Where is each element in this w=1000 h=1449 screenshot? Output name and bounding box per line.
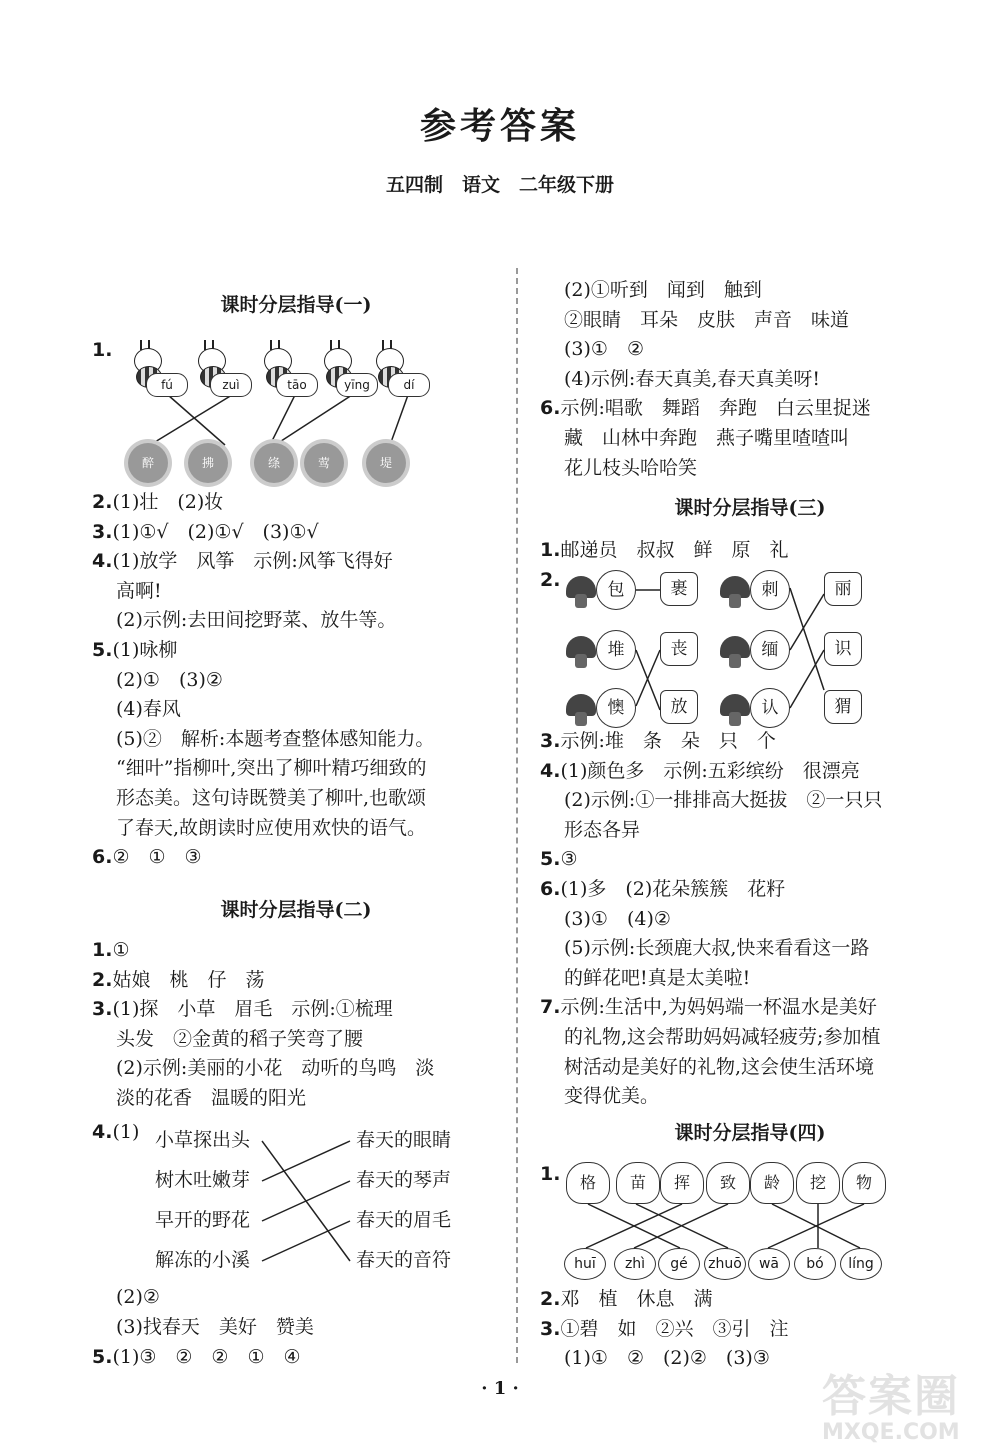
page-title: 参考答案 (419, 105, 580, 147)
mushroom-char: 认 (750, 688, 790, 728)
page-subtitle: 五四制 语文 二年级下册 (385, 174, 614, 196)
sec3-text: ③ (560, 848, 578, 871)
sec4-line (564, 1344, 770, 1373)
sec2tail-text: (1)③ ② ② ① ④ (112, 1346, 301, 1368)
tree-char: 挖 (796, 1162, 840, 1204)
sec4-text: ①碧 如 ②兴 ③引 注 (560, 1317, 789, 1340)
flower-char: 堤 (366, 443, 406, 483)
sec1-text: (1)①√ (2)①√ (3)①√ (112, 520, 319, 543)
section-heading-3: 课时分层指导(三) (674, 497, 826, 519)
sec4-number: 2. (540, 1288, 561, 1310)
sec1-text: 形态美。这句诗既赞美了柳叶,也歌颂 (116, 787, 427, 809)
sec4-line (540, 1285, 712, 1314)
tree-char: 挥 (660, 1162, 704, 1204)
watermark-text: 答案圈 (822, 1371, 960, 1422)
sec3-text: 的礼物,这会帮助妈妈减轻疲劳;参加植 (564, 1026, 881, 1048)
sec3-text: 示例:生活中,为妈妈端一杯温水是美好 (560, 996, 877, 1019)
sec1-text: 高啊! (116, 579, 162, 602)
sec3-text: (5)示例:长颈鹿大叔,快来看看这一路 (564, 937, 870, 960)
pinyin-label: yīng (336, 373, 378, 397)
flower-char: 绦 (254, 443, 294, 483)
sec2-text: (2)示例:美丽的小花 动听的鸟鸣 淡 (116, 1057, 435, 1080)
tree-char: 物 (842, 1162, 886, 1204)
sec1-number: 2. (92, 491, 113, 513)
section-heading-1: 课时分层指导(一) (220, 294, 372, 316)
sec3-text: 树活动是美好的礼物,这会使生活环境 (564, 1055, 875, 1078)
sec4-number: 3. (540, 1317, 561, 1340)
sec3-text: 变得优美。 (564, 1085, 660, 1108)
basket-char: 识 (824, 632, 862, 666)
sec3-number: 5. (540, 848, 561, 871)
apple-pinyin: bó (794, 1248, 836, 1280)
sec1-text: (4)春风 (116, 698, 181, 721)
sec1-text: (1)壮 (2)妆 (112, 491, 224, 513)
sec2-text: (1)探 小草 眉毛 示例:①梳理 (112, 998, 393, 1021)
tree-char: 苗 (616, 1162, 660, 1204)
sec2tail-text: (3)找春天 美好 赞美 (116, 1316, 314, 1338)
sec1-number: 5. (92, 639, 113, 661)
section-heading-2: 课时分层指导(二) (220, 899, 372, 921)
rtop-text: (4)示例:春天真美,春天真美呀! (564, 367, 820, 390)
sec4-q1-number: 1. (540, 1163, 561, 1185)
sec2-text: 淡的花香 温暖的阳光 (116, 1087, 307, 1109)
pinyin-label: zuì (210, 373, 252, 397)
sec3-number: 6. (540, 878, 561, 900)
pinyin-label: dí (388, 373, 430, 397)
sec3-number: 4. (540, 759, 561, 782)
flower-char: 拂 (188, 443, 228, 483)
page-number: · 1 · (481, 1378, 519, 1399)
sec1-text: (1)放学 风筝 示例:风筝飞得好 (112, 550, 393, 573)
phrase-right: 春天的眉毛 (356, 1209, 452, 1231)
sec1-text: “细叶”指柳叶,突出了柳叶精巧细致的 (116, 757, 427, 780)
phrase-right: 春天的眼睛 (356, 1129, 452, 1151)
watermark-url: MXQE.COM (822, 1420, 960, 1445)
sec2-text: ① (112, 939, 130, 961)
mushroom-char: 刺 (750, 570, 790, 610)
sec2tail-number: 5. (92, 1346, 113, 1368)
apple-pinyin: líng (840, 1248, 882, 1280)
flower-char: 醉 (128, 443, 168, 483)
sec3-text: (3)① (4)② (564, 907, 671, 930)
basket-char: 放 (660, 690, 698, 724)
rtop-text: 花儿枝头哈哈笑 (564, 456, 698, 479)
q1-number: 1. (92, 339, 113, 361)
sec1-text: 了春天,故朗读时应使用欢快的语气。 (116, 816, 427, 839)
sec2tail-text: (2)② (116, 1286, 160, 1308)
basket-char: 裹 (660, 572, 698, 606)
sec3-number: 3. (540, 730, 561, 752)
apple-pinyin: huī (564, 1248, 606, 1280)
sec2-text: 姑娘 桃 仔 荡 (112, 968, 265, 991)
flower-char: 莺 (304, 443, 344, 483)
phrase-left: 树木吐嫩芽 (155, 1169, 251, 1191)
apple-pinyin: zhì (614, 1248, 656, 1280)
sec3-number: 7. (540, 996, 561, 1019)
rtop-text: 示例:唱歌 舞蹈 奔跑 白云里捉迷 (560, 397, 871, 420)
sec3-text: 形态各异 (564, 818, 641, 841)
apple-pinyin: zhuō (704, 1248, 746, 1280)
sec2-number: 3. (92, 998, 113, 1021)
sec4-text: (1)① ② (2)② (3)③ (564, 1347, 770, 1370)
phrase-right: 春天的琴声 (356, 1169, 452, 1191)
phrase-left: 解冻的小溪 (155, 1249, 251, 1271)
q4-label: (1) (112, 1121, 140, 1143)
sec3-q1-number: 1. (540, 539, 561, 561)
phrase-right: 春天的音符 (356, 1249, 452, 1271)
apple-pinyin: wā (748, 1248, 790, 1280)
q4-number: 4. (92, 1121, 113, 1143)
sec3-text: 示例:堆 条 朵 只 个 (560, 730, 776, 752)
sec1-text: (2)示例:去田间挖野菜、放牛等。 (116, 609, 397, 632)
rtop-number: 6. (540, 397, 561, 420)
tree-char: 格 (566, 1162, 610, 1204)
tree-char: 龄 (750, 1162, 794, 1204)
sec1-text: (5)② 解析:本题考查整体感知能力。 (116, 727, 435, 750)
sec3-q1-text: 邮递员 叔叔 鲜 原 礼 (560, 539, 789, 561)
sec3-q2-number: 2. (540, 569, 561, 591)
phrase-left: 小草探出头 (155, 1129, 251, 1151)
sec2-number: 1. (92, 939, 113, 961)
sec1-number: 3. (92, 520, 113, 543)
sec2-number: 2. (92, 968, 113, 991)
rtop-text: ②眼睛 耳朵 皮肤 声音 味道 (564, 308, 850, 331)
sec1-text: ② ① ③ (112, 846, 202, 869)
sec3-text: (1)颜色多 示例:五彩缤纷 很漂亮 (560, 759, 860, 782)
rtop-text: (2)①听到 闻到 触到 (564, 279, 762, 301)
sec1-text: (1)咏柳 (112, 639, 178, 661)
mushroom-char: 缅 (750, 630, 790, 670)
sec4-text: 邓 植 休息 满 (560, 1288, 713, 1310)
sec3-text: (2)示例:①一排排高大挺拔 ②一只只 (564, 789, 883, 812)
rtop-text: (3)① ② (564, 338, 644, 361)
pinyin-label: tāo (276, 373, 318, 397)
basket-char: 猬 (824, 690, 862, 724)
pinyin-label: fú (146, 373, 188, 397)
section-heading-4: 课时分层指导(四) (674, 1122, 826, 1144)
sec1-number: 4. (92, 550, 113, 573)
sec3-text: 的鲜花吧!真是太美啦! (564, 966, 751, 989)
sec4-line (540, 1315, 788, 1344)
mushroom-char: 堆 (596, 630, 636, 670)
rtop-text: 藏 山林中奔跑 燕子嘴里喳喳叫 (564, 427, 850, 449)
match-line (768, 1204, 864, 1248)
basket-char: 丽 (824, 572, 862, 606)
watermark (822, 1360, 992, 1445)
phrase-left: 早开的野花 (155, 1209, 251, 1231)
sec3-text: (1)多 (2)花朵簇簇 花籽 (560, 878, 786, 900)
tree-char: 致 (706, 1162, 750, 1204)
sec1-number: 6. (92, 846, 113, 869)
mushroom-char: 包 (596, 570, 636, 610)
mushroom-char: 懊 (596, 688, 636, 728)
sec2-text: 头发 ②金黄的稻子笑弯了腰 (116, 1027, 364, 1050)
basket-char: 丧 (660, 632, 698, 666)
sec1-text: (2)① (3)② (116, 668, 223, 691)
apple-pinyin: gé (658, 1248, 700, 1280)
